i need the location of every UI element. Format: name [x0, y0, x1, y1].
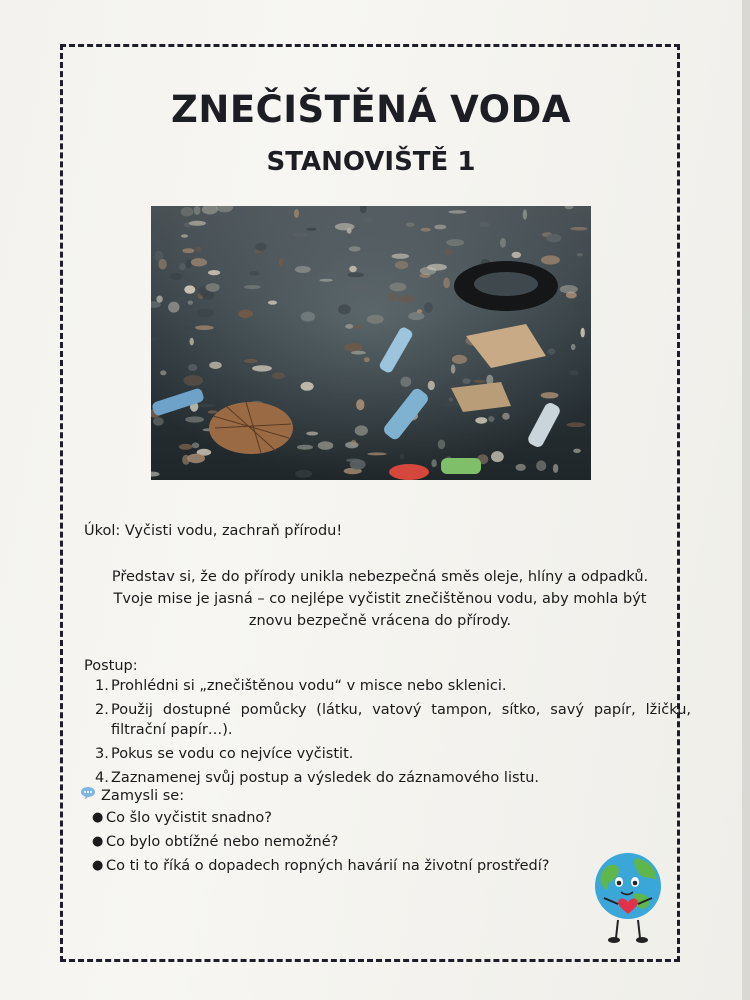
procedure-step: [95, 744, 691, 764]
list-item: [92, 808, 549, 828]
reflect-heading: [80, 786, 184, 806]
step-number: 1.: [95, 678, 109, 694]
page-title: ZNEČIŠTĚNÁ VODA: [171, 88, 571, 131]
step-text: Zaznamenej svůj postup a výsledek do záznamového listu.: [111, 770, 540, 786]
bullet-icon: ●: [92, 834, 104, 849]
step-text: Prohlédni si „znečištěnou vodu“ v misce nebo sklenici.: [111, 678, 507, 694]
step-number: 4.: [95, 770, 109, 786]
procedure-step: [95, 768, 691, 788]
step-number: 3.: [95, 746, 109, 762]
step-number: 2.: [95, 702, 109, 718]
bullet-icon: ●: [92, 858, 104, 873]
list-item: [92, 856, 549, 876]
question-text: Co šlo vyčistit snadno?: [106, 810, 272, 826]
step-text: Použij dostupné pomůcky (látku, vatový tampon, sítko, savý papír, lžičku, filtrační papír…).: [111, 702, 691, 738]
step-text: Pokus se vodu co nejvíce vyčistit.: [111, 746, 354, 762]
question-text: Co bylo obtížné nebo nemožné?: [106, 834, 339, 850]
intro-line: Tvoje mise je jasná – co nejlépe vyčistit znečištěnou vodu, aby mohla být: [113, 591, 647, 607]
polluted-water-photo: [151, 206, 591, 480]
intro-line: Představ si, že do přírody unikla nebezpečná směs oleje, hlíny a odpadků.: [111, 569, 649, 585]
reflect-label: Zamysli se:: [101, 788, 185, 804]
procedure-label: Postup:: [84, 658, 138, 674]
procedure-step: [95, 676, 691, 696]
list-item: [92, 832, 549, 852]
procedure-steps: [95, 676, 691, 792]
speech-bubble-icon: [80, 786, 96, 806]
earth-mascot-icon: [588, 850, 668, 950]
intro-line: znovu bezpečně vrácena do přírody.: [248, 613, 512, 629]
procedure-step: [95, 700, 691, 740]
intro-paragraph: [80, 566, 680, 632]
station-subtitle: STANOVIŠTĚ 1: [266, 147, 476, 177]
task-heading: Úkol: Vyčisti vodu, zachraň přírodu!: [84, 523, 343, 539]
bullet-icon: ●: [92, 810, 104, 825]
question-text: Co ti to říká o dopadech ropných havárií na životní prostředí?: [106, 858, 550, 874]
reflect-questions: [92, 808, 549, 880]
